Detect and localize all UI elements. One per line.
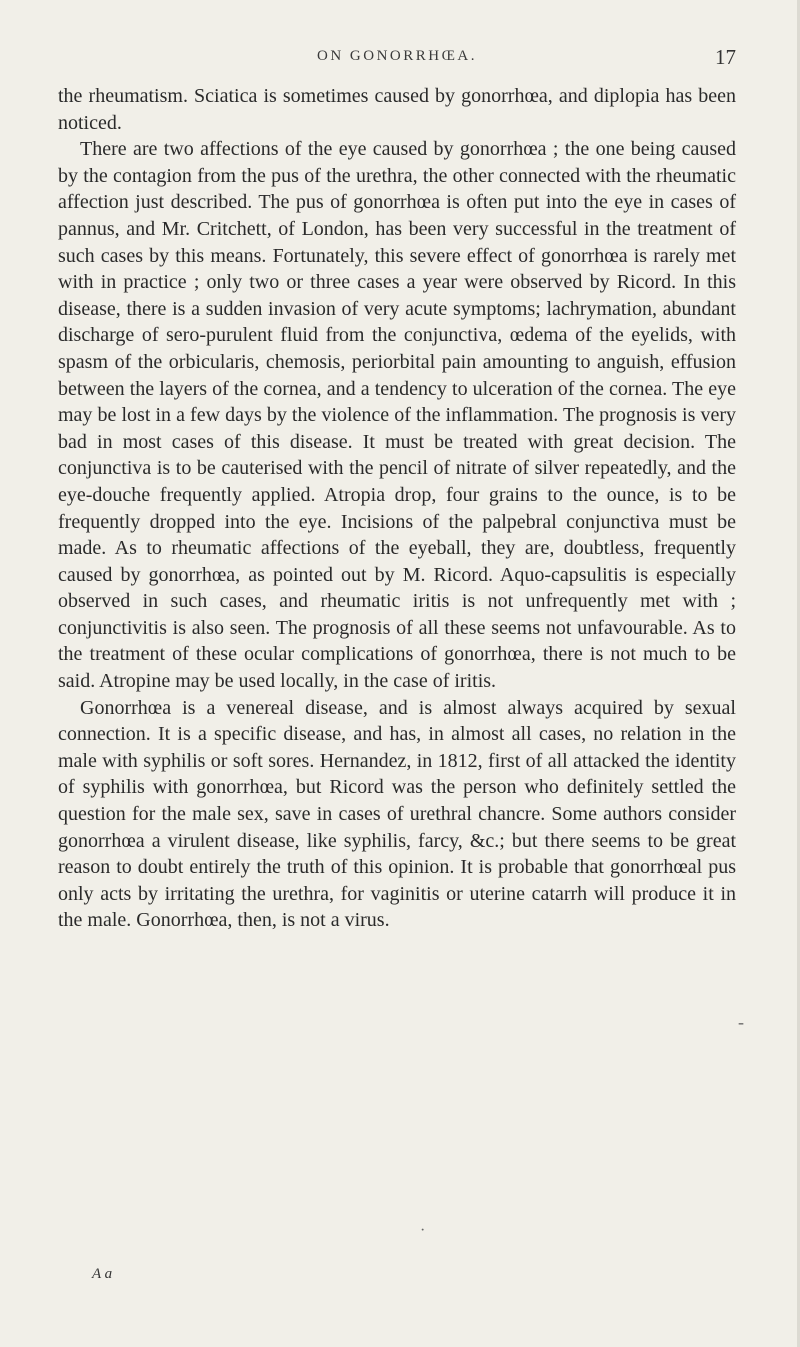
margin-mark: - — [738, 1012, 744, 1032]
dot-mark: · — [420, 1222, 426, 1239]
page-number: 17 — [715, 45, 736, 69]
page-header — [58, 45, 736, 76]
signature-mark: A a — [92, 1266, 113, 1282]
running-head: ON GONORRHŒA. — [316, 48, 477, 64]
paragraph-eye-affections: There are two affections of the eye caused by gonorrhœa ; the one being caused by the contagion from the pus of the urethra, the other connected with the rheumatic affection just described. The pus of gonorrhœa is often put into the eye in cases of pannus, and Mr. Critchett, of London, has been very successful in the treatment of such cases by this means. Fortunately, this severe effect of gonorrhœa is rarely met with in practice ; only two or three cases a year were observed by Ricord. In this disease, there is a sudden invasion of very acute symptoms; lachrymation, abundant discharge of sero-purulent fluid from the conjunctiva, œdema of the eyelids, with spasm of the orbicularis, chemosis, periorbital pain amounting to anguish, effusion between the layers of the cornea, and a tendency to ulceration of the cornea. The eye may be lost in a few days by the violence of the inflammation. The prognosis is very bad in most cases of this disease. It must be treated with great decision. The conjunctiva is to be cauterised with the pencil of nitrate of silver repeatedly, and the eye-douche frequently applied. Atropia drop, four grains to the ounce, is to be frequently dropped into the eye. Incisions of the palpebral conjunctiva must be made. As to rheumatic affections of the eyeball, they are, doubtless, frequently caused by gonorrhœa, as pointed out by M. Ricord. Aquo-capsulitis is especially observed in such cases, and rheumatic iritis is not unfrequently met with ; conjunctivitis is also seen. The prognosis of all these seems not unfavourable. As to the treatment of these ocular complications of gonorrhœa, there is not much to be said. Atropine may be used locally, in the case of iritis. — [58, 138, 736, 693]
paragraph-venereal-disease: Gonorrhœa is a venereal disease, and is almost always acquired by sexual connection. It is a specific disease, and has, in almost all cases, no relation in the male with syphilis or soft sores. Hernandez, in 1812, first of all attacked the identity of syphilis with gonorrhœa, but Ricord was the person who definitely settled the question for the male sex, save in cases of urethral chancre. Some authors consider gonorrhœa a virulent disease, like syphilis, farcy, &c.; but there seems to be great reason to doubt entirely the truth of this opinion. It is probable that gonorrhœal pus only acts by irritating the urethra, for vaginitis or uterine catarrh will produce it in the male. Gonorrhœa, then, is not a virus. — [58, 696, 736, 932]
paragraph-continuation: the rheumatism. Sciatica is sometimes caused by gonorrhœa, and diplopia has been noticed. — [58, 85, 736, 134]
body-text — [58, 83, 736, 934]
